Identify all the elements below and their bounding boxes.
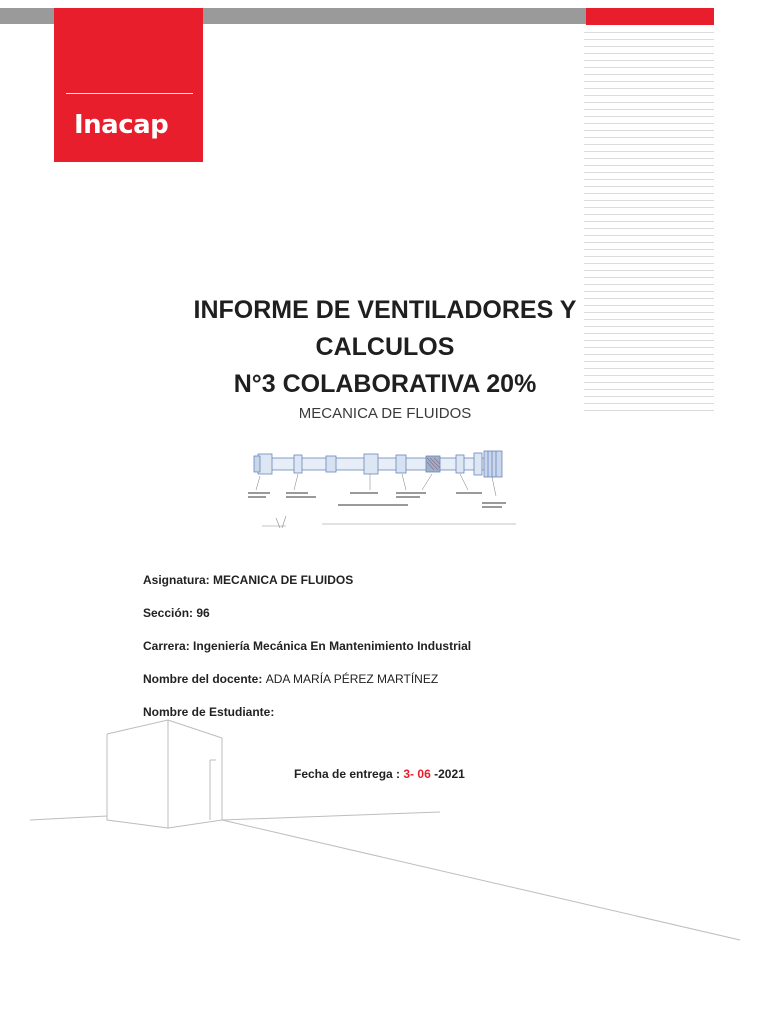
- docente-line: [143, 672, 438, 686]
- delivery-date-label: Fecha de entrega :: [294, 767, 404, 781]
- carrera-label: Carrera:: [143, 639, 194, 653]
- document-subtitle: MECANICA DE FLUIDOS: [298, 405, 472, 422]
- asignatura-line: [143, 573, 353, 587]
- carrera-line: [143, 639, 471, 653]
- seccion-label: Sección:: [143, 606, 197, 620]
- delivery-date: [294, 767, 465, 781]
- header-red-bar: [586, 8, 714, 25]
- shaft-technical-drawing: [246, 446, 522, 532]
- delivery-month: 06: [417, 767, 431, 781]
- logo-divider-line: [66, 93, 193, 94]
- title-line-1: INFORME DE VENTILADORES Y: [193, 296, 577, 324]
- inacap-logo-block: [54, 8, 203, 162]
- docente-label: Nombre del docente:: [143, 672, 266, 686]
- estudiante-label: Nombre de Estudiante:: [143, 705, 275, 719]
- delivery-day: 3-: [403, 767, 415, 781]
- inacap-logo: Inacap: [74, 110, 169, 140]
- title-line-3: N°3 COLABORATIVA 20%: [233, 370, 537, 398]
- delivery-year: -2021: [434, 767, 465, 781]
- asignatura-label: Asignatura:: [143, 573, 214, 587]
- title-line-2: CALCULOS: [315, 333, 455, 361]
- estudiante-line: [143, 705, 274, 719]
- document-title: [150, 292, 620, 403]
- docente-value: ADA MARÍA PÉREZ MARTÍNEZ: [265, 672, 439, 686]
- asignatura-value: MECANICA DE FLUIDOS: [213, 573, 354, 587]
- carrera-value: Ingeniería Mecánica En Mantenimiento Industrial: [193, 639, 472, 653]
- seccion-value: 96: [196, 606, 210, 620]
- seccion-line: [143, 606, 210, 620]
